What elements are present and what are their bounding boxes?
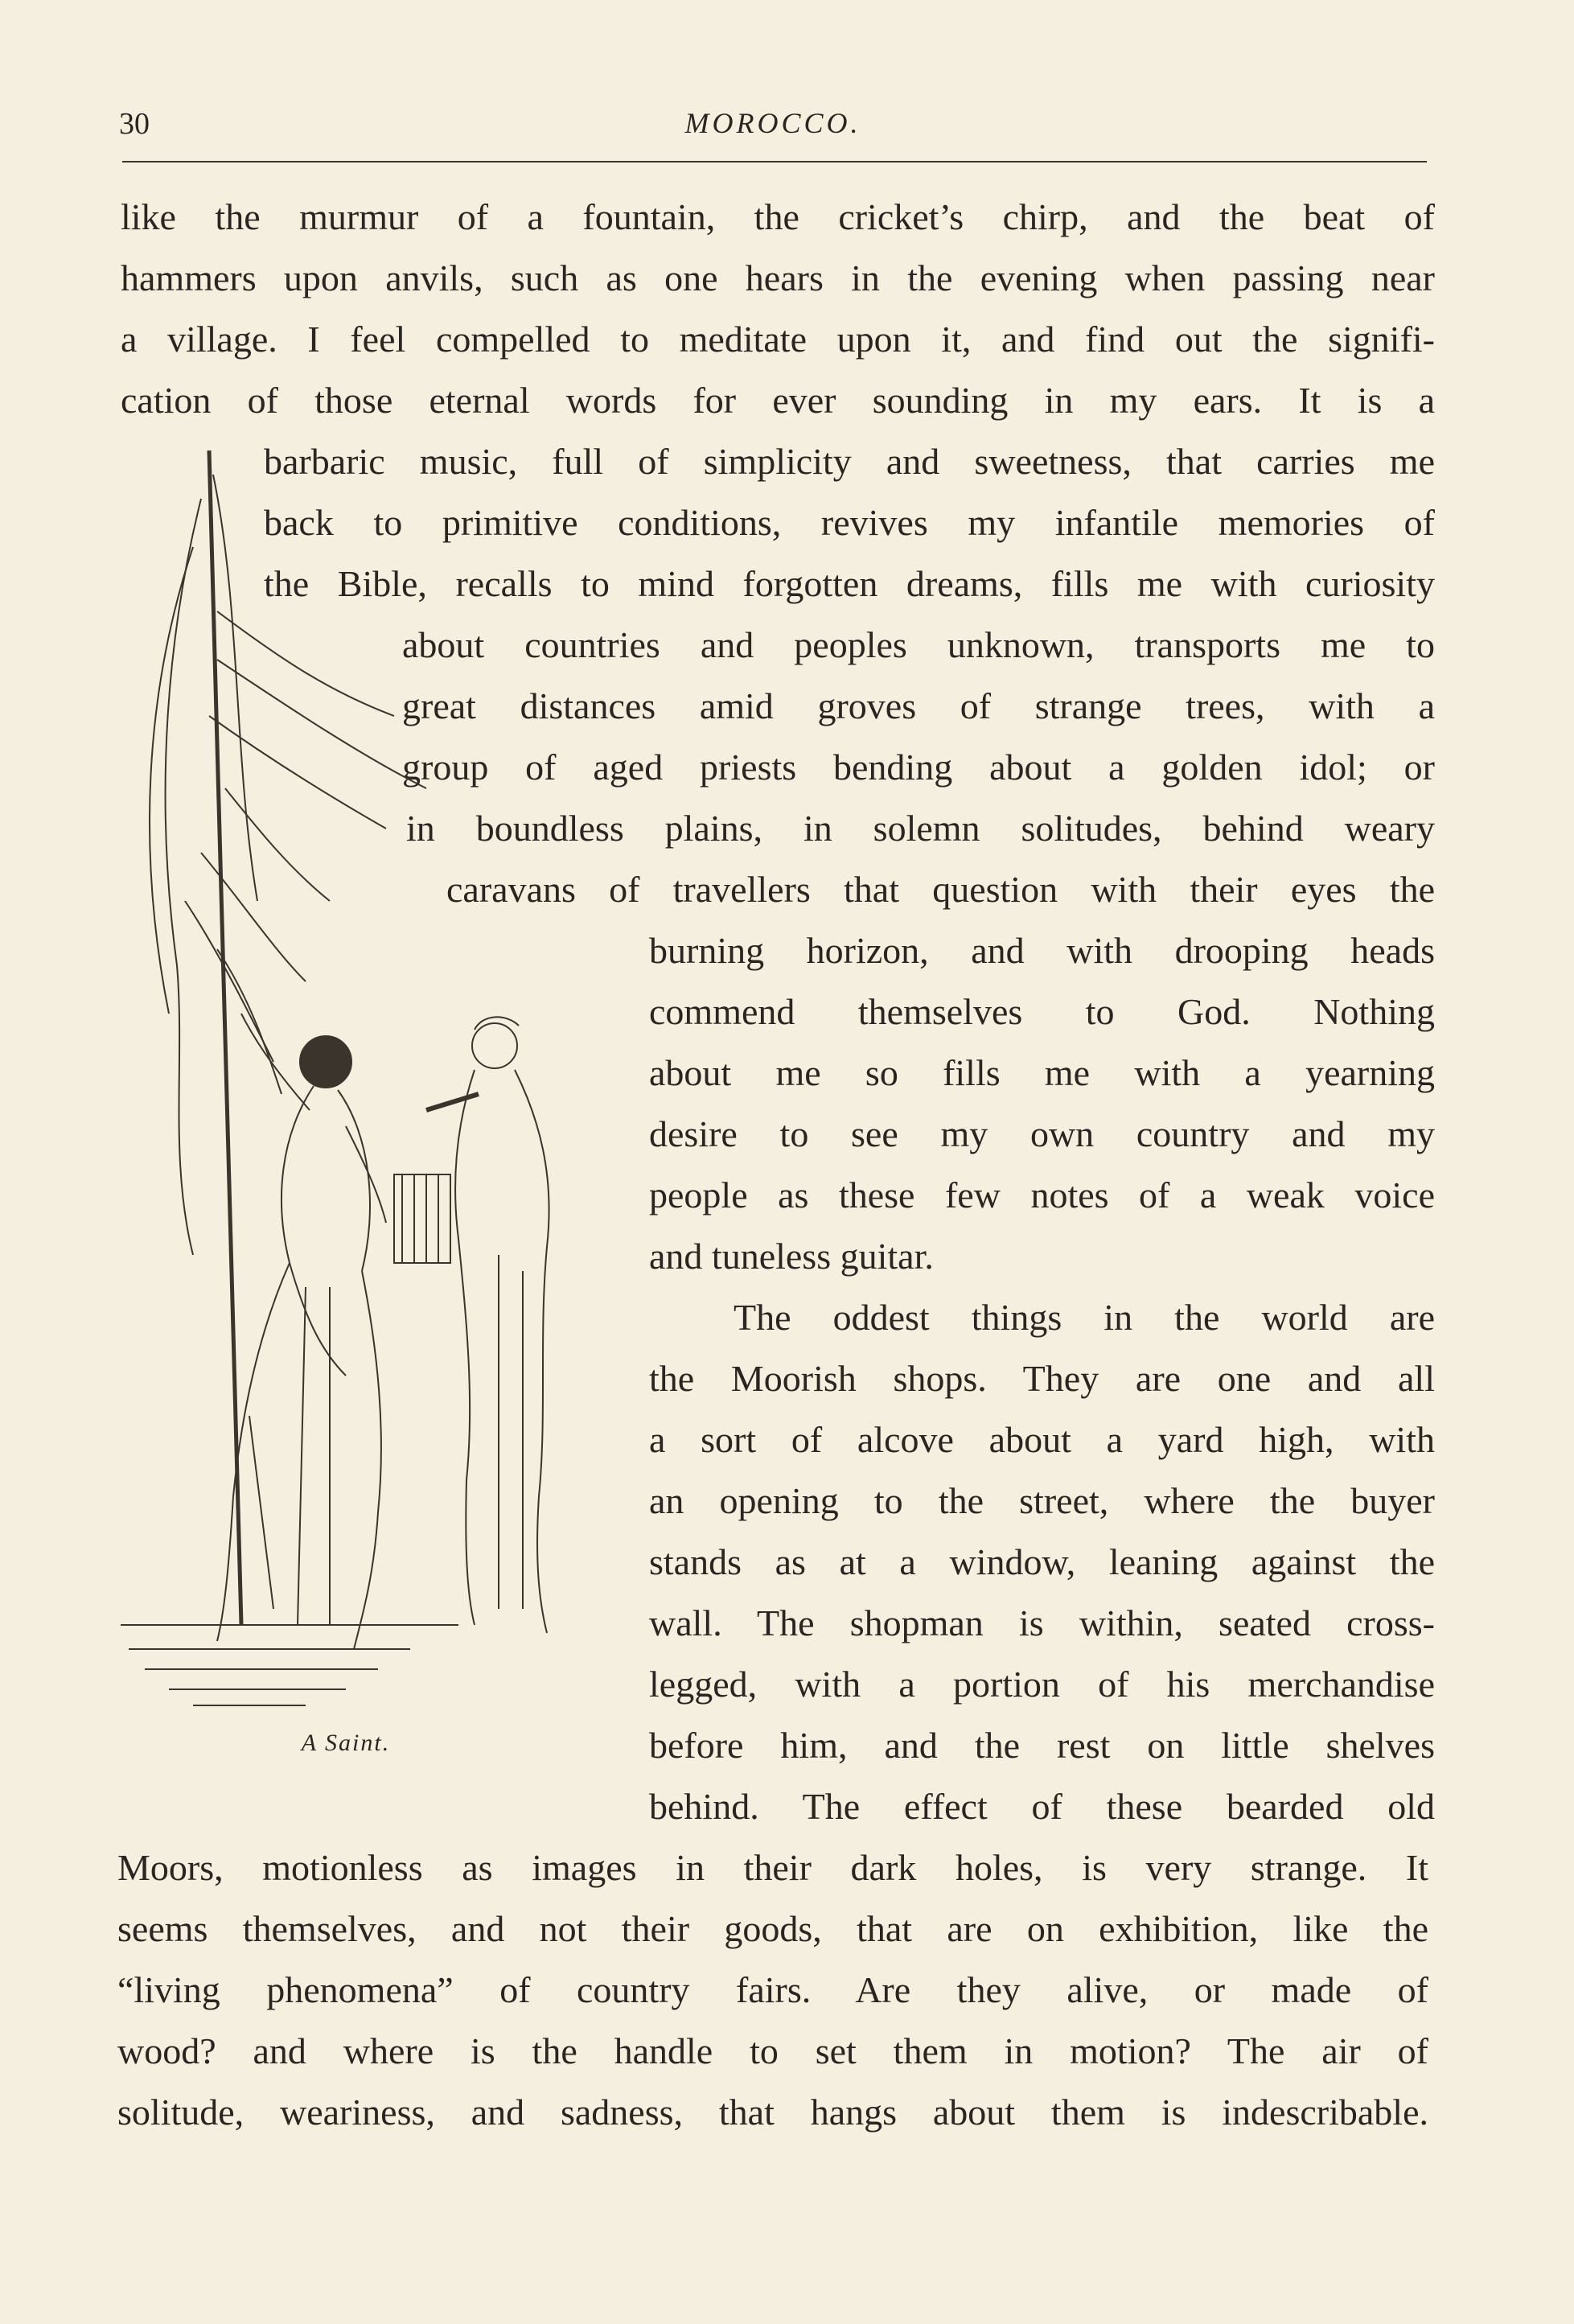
text-line: The oddest things in the world are xyxy=(734,1297,1435,1338)
text-line: wall. The shopman is within, seated cross- xyxy=(649,1602,1435,1643)
text-line: caravans of travellers that question with their eyes the xyxy=(446,869,1435,910)
text-line: burning horizon, and with drooping heads xyxy=(649,930,1435,971)
page-number: 30 xyxy=(119,107,150,141)
illustration-caption: A Saint. xyxy=(301,1730,391,1756)
text-line: about countries and peoples unknown, transports me to xyxy=(402,624,1435,665)
text-line: hammers upon anvils, such as one hears in the evening when passing near xyxy=(121,257,1435,298)
text-line: about me so fills me with a yearning xyxy=(649,1052,1435,1093)
text-line: a sort of alcove about a yard high, with xyxy=(649,1419,1435,1460)
text-line: before him, and the rest on little shelves xyxy=(649,1725,1435,1766)
text-line: commend themselves to God. Nothing xyxy=(649,991,1435,1032)
running-title: MOROCCO. xyxy=(684,107,861,139)
text-line: stands as at a window, leaning against the xyxy=(649,1541,1435,1582)
text-line: the Bible, recalls to mind forgotten dreams, fills me with curiosity xyxy=(264,563,1435,604)
text-line: desire to see my own country and my xyxy=(649,1113,1435,1154)
text-line: solitude, weariness, and sadness, that hangs about them is indescribable. xyxy=(117,2092,1428,2133)
text-line: seems themselves, and not their goods, that are on exhibition, like the xyxy=(117,1908,1428,1949)
saint-engraving xyxy=(121,450,603,1738)
text-line: Moors, motionless as images in their dark holes, is very strange. It xyxy=(117,1847,1428,1888)
text-line: the Moorish shops. They are one and all xyxy=(649,1358,1435,1399)
text-line: group of aged priests bending about a golden idol; or xyxy=(402,747,1435,788)
running-head xyxy=(119,106,1427,154)
text-line: an opening to the street, where the buyer xyxy=(649,1480,1435,1521)
text-line: and tuneless guitar. xyxy=(649,1236,934,1277)
text-line: “living phenomena” of country fairs. Are they alive, or made of xyxy=(117,1969,1428,2010)
text-line: cation of those eternal words for ever sounding in my ears. It is a xyxy=(121,380,1435,421)
text-line: back to primitive conditions, revives my infantile memories of xyxy=(264,502,1435,543)
text-line: like the murmur of a fountain, the cricket’s chirp, and the beat of xyxy=(121,196,1435,237)
text-line: wood? and where is the handle to set them in motion? The air of xyxy=(117,2030,1428,2071)
text-line: great distances amid groves of strange trees, with a xyxy=(402,685,1435,726)
text-line: behind. The effect of these bearded old xyxy=(649,1786,1435,1827)
text-line: in boundless plains, in solemn solitudes, behind weary xyxy=(406,808,1435,849)
header-rule xyxy=(122,161,1427,162)
text-line: barbaric music, full of simplicity and sweetness, that carries me xyxy=(264,441,1435,482)
text-line: people as these few notes of a weak voice xyxy=(649,1174,1435,1215)
text-line: legged, with a portion of his merchandise xyxy=(649,1664,1435,1705)
text-line: a village. I feel compelled to meditate upon it, and find out the signifi- xyxy=(121,319,1435,360)
